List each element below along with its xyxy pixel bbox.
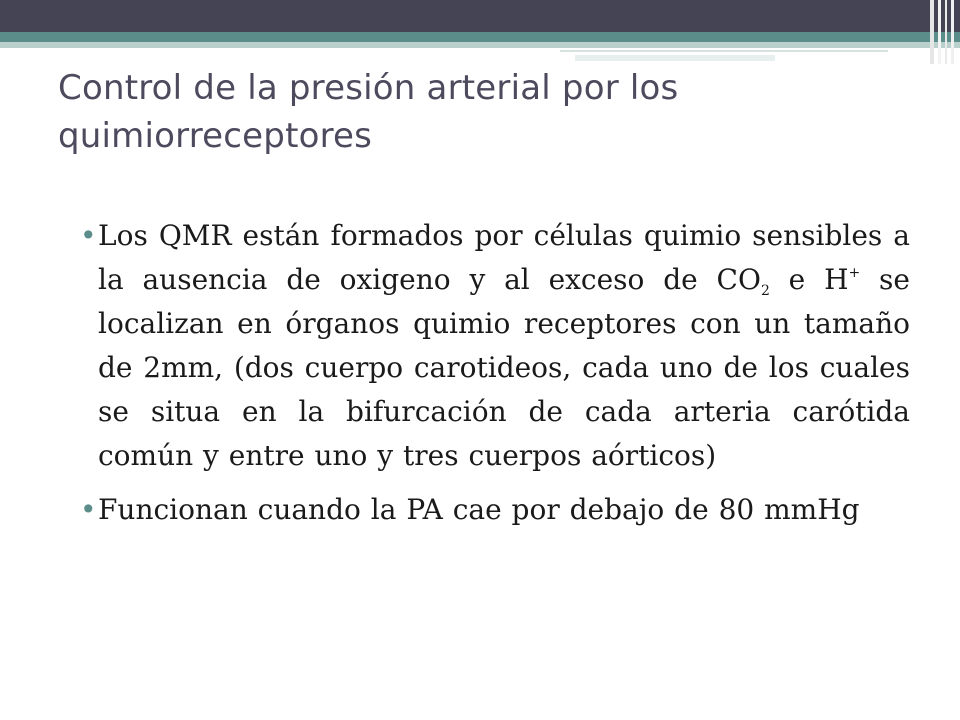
bullet-item-funcionan bbox=[80, 488, 910, 532]
decor-stripe bbox=[938, 0, 941, 64]
header-band-teal bbox=[0, 32, 960, 42]
slide-title: Control de la presión arterial por los quimiorreceptores bbox=[58, 68, 679, 156]
bullet-icon: • bbox=[80, 219, 97, 252]
co2-subscript: 2 bbox=[760, 283, 770, 299]
bullet-icon: • bbox=[80, 493, 97, 526]
header-underline-2 bbox=[575, 55, 775, 61]
decor-stripe bbox=[930, 0, 934, 64]
h-superscript: + bbox=[848, 265, 861, 281]
slide-content bbox=[80, 214, 910, 542]
header-band-dark bbox=[0, 0, 960, 32]
bullet-text-part: e H bbox=[769, 263, 849, 296]
decor-stripe bbox=[951, 0, 954, 64]
bullet-text-part: Los QMR están formados por células quimio sensibles a la ausencia de oxigeno y al exceso de CO bbox=[98, 219, 910, 296]
bullet-text-part: se localizan en órganos quimio receptores con un tamaño de 2mm, (dos cuerpo carotideos, cada uno de los cuales se situa en la bifurcación de cada arteria carótida común y entre uno y tres cuerpos aórticos) bbox=[98, 263, 910, 472]
bullet-item-qmr bbox=[80, 214, 910, 478]
header-band-light bbox=[0, 42, 960, 48]
decor-stripe bbox=[945, 0, 947, 64]
bullet-list bbox=[80, 214, 910, 532]
header-underline bbox=[560, 50, 888, 52]
bullet-text: Funcionan cuando la PA cae por debajo de 80 mmHg bbox=[98, 493, 860, 526]
